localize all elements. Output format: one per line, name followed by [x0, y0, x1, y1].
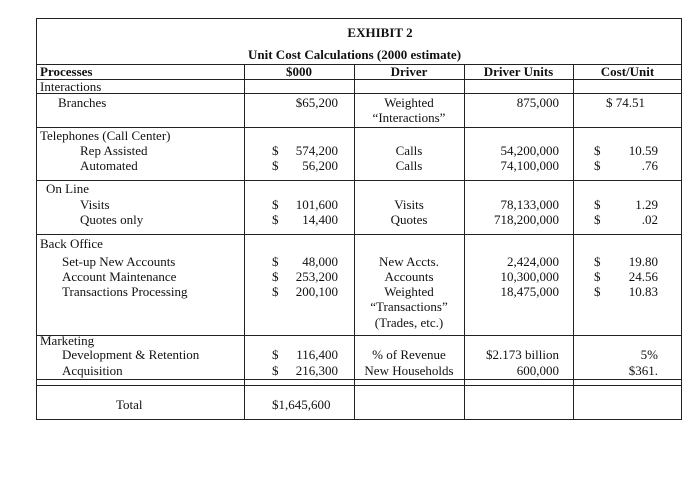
- marketing-rule: [36, 335, 682, 336]
- visits-unit-cost-symbol: $: [594, 197, 601, 212]
- exhibit-title: EXHIBIT 2: [347, 25, 413, 40]
- visits-unit-cost: 1.29: [635, 197, 658, 212]
- trans-cost: 200,100: [295, 284, 338, 299]
- dev-cost: 116,400: [296, 347, 338, 362]
- visits-cost: 101,600: [295, 197, 338, 212]
- row-label-development-retention: Development & Retention: [62, 347, 200, 362]
- maint-unit-cost: 24.56: [628, 269, 658, 284]
- row-label-account-maintenance: Account Maintenance: [62, 269, 177, 284]
- trans-driver-line2: “Transactions”: [370, 299, 448, 314]
- dev-driver: % of Revenue: [372, 347, 446, 362]
- rep-driver: Calls: [395, 143, 423, 158]
- acq-cost-symbol: $: [272, 363, 279, 378]
- rep-cost-symbol: $: [272, 143, 279, 158]
- back-office-rule: [36, 234, 682, 235]
- row-label-total: Total: [116, 397, 143, 412]
- acq-unit-cost: $361.: [628, 363, 658, 378]
- row-label-setup-new-accounts: Set-up New Accounts: [62, 254, 176, 269]
- row-label-rep-assisted: Rep Assisted: [80, 143, 148, 158]
- branches-driver-line2: “Interactions”: [372, 110, 446, 125]
- col-rule-cost: [244, 64, 245, 420]
- setup-cost: 48,000: [302, 254, 338, 269]
- quotes-unit-cost-symbol: $: [594, 212, 601, 227]
- visits-cost-symbol: $: [272, 197, 279, 212]
- header-bottom-rule: [36, 79, 682, 80]
- trans-driver-line1: Weighted: [384, 284, 434, 299]
- maint-cost-symbol: $: [272, 269, 279, 284]
- total-rule: [36, 385, 682, 386]
- auto-driver: Calls: [395, 158, 423, 173]
- exhibit-subtitle: Unit Cost Calculations (2000 estimate): [248, 47, 462, 62]
- acq-driver: New Households: [364, 363, 454, 378]
- maint-driver: Accounts: [384, 269, 434, 284]
- row-label-quotes-only: Quotes only: [80, 212, 144, 227]
- maint-cost: 253,200: [295, 269, 338, 284]
- branches-driver-units: 875,000: [516, 95, 559, 110]
- rep-cost: 574,200: [295, 143, 338, 158]
- dev-driver-units: $2.173 billion: [486, 347, 559, 362]
- interactions-rule: [36, 93, 682, 94]
- rep-unit-cost-symbol: $: [594, 143, 601, 158]
- branches-driver-line1: Weighted: [384, 95, 434, 110]
- total-cost: $1,645,600: [272, 397, 331, 412]
- col-header-driver: Driver: [390, 64, 428, 79]
- online-rule: [36, 180, 682, 181]
- auto-cost: 56,200: [302, 158, 338, 173]
- quotes-driver: Quotes: [390, 212, 428, 227]
- section-heading-online: On Line: [46, 181, 89, 196]
- maint-unit-cost-symbol: $: [594, 269, 601, 284]
- quotes-driver-units: 718,200,000: [494, 212, 559, 227]
- row-label-branches: Branches: [58, 95, 107, 110]
- marketing-bottom-rule: [36, 379, 682, 380]
- row-label-automated: Automated: [80, 158, 138, 173]
- trans-cost-symbol: $: [272, 284, 279, 299]
- trans-driver-line3: (Trades, etc.): [374, 315, 444, 330]
- branches-unit-cost: $ 74.51: [606, 95, 645, 110]
- dev-unit-cost: 5%: [640, 347, 658, 362]
- maint-driver-units: 10,300,000: [500, 269, 559, 284]
- quotes-cost-symbol: $: [272, 212, 279, 227]
- trans-driver-units: 18,475,000: [500, 284, 559, 299]
- col-rule-unit-cost: [573, 64, 574, 420]
- auto-driver-units: 74,100,000: [500, 158, 559, 173]
- trans-unit-cost-symbol: $: [594, 284, 601, 299]
- section-heading-back-office: Back Office: [40, 236, 103, 251]
- section-heading-interactions: Interactions: [40, 79, 102, 94]
- quotes-unit-cost: .02: [641, 212, 658, 227]
- row-label-acquisition: Acquisition: [62, 363, 123, 378]
- section-heading-telephones: Telephones (Call Center): [40, 128, 171, 143]
- setup-unit-cost-symbol: $: [594, 254, 601, 269]
- auto-cost-symbol: $: [272, 158, 279, 173]
- row-label-visits: Visits: [80, 197, 110, 212]
- branches-cost: $65,200: [295, 95, 338, 110]
- setup-cost-symbol: $: [272, 254, 279, 269]
- section-heading-marketing: Marketing: [40, 333, 95, 348]
- dev-cost-symbol: $: [272, 347, 279, 362]
- setup-driver: New Accts.: [379, 254, 439, 269]
- col-header-cost: $000: [286, 64, 312, 79]
- setup-driver-units: 2,424,000: [507, 254, 559, 269]
- rep-driver-units: 54,200,000: [500, 143, 559, 158]
- acq-cost: 216,300: [295, 363, 338, 378]
- row-label-transactions-processing: Transactions Processing: [62, 284, 188, 299]
- visits-driver-units: 78,133,000: [500, 197, 559, 212]
- auto-unit-cost: .76: [641, 158, 658, 173]
- trans-unit-cost: 10.83: [628, 284, 658, 299]
- rep-unit-cost: 10.59: [628, 143, 658, 158]
- visits-driver: Visits: [394, 197, 424, 212]
- quotes-cost: 14,400: [302, 212, 338, 227]
- acq-driver-units: 600,000: [516, 363, 559, 378]
- col-header-driver-units: Driver Units: [483, 64, 554, 79]
- col-header-cost-per-unit: Cost/Unit: [600, 64, 655, 79]
- auto-unit-cost-symbol: $: [594, 158, 601, 173]
- col-header-processes: Processes: [40, 64, 93, 79]
- setup-unit-cost: 19.80: [628, 254, 658, 269]
